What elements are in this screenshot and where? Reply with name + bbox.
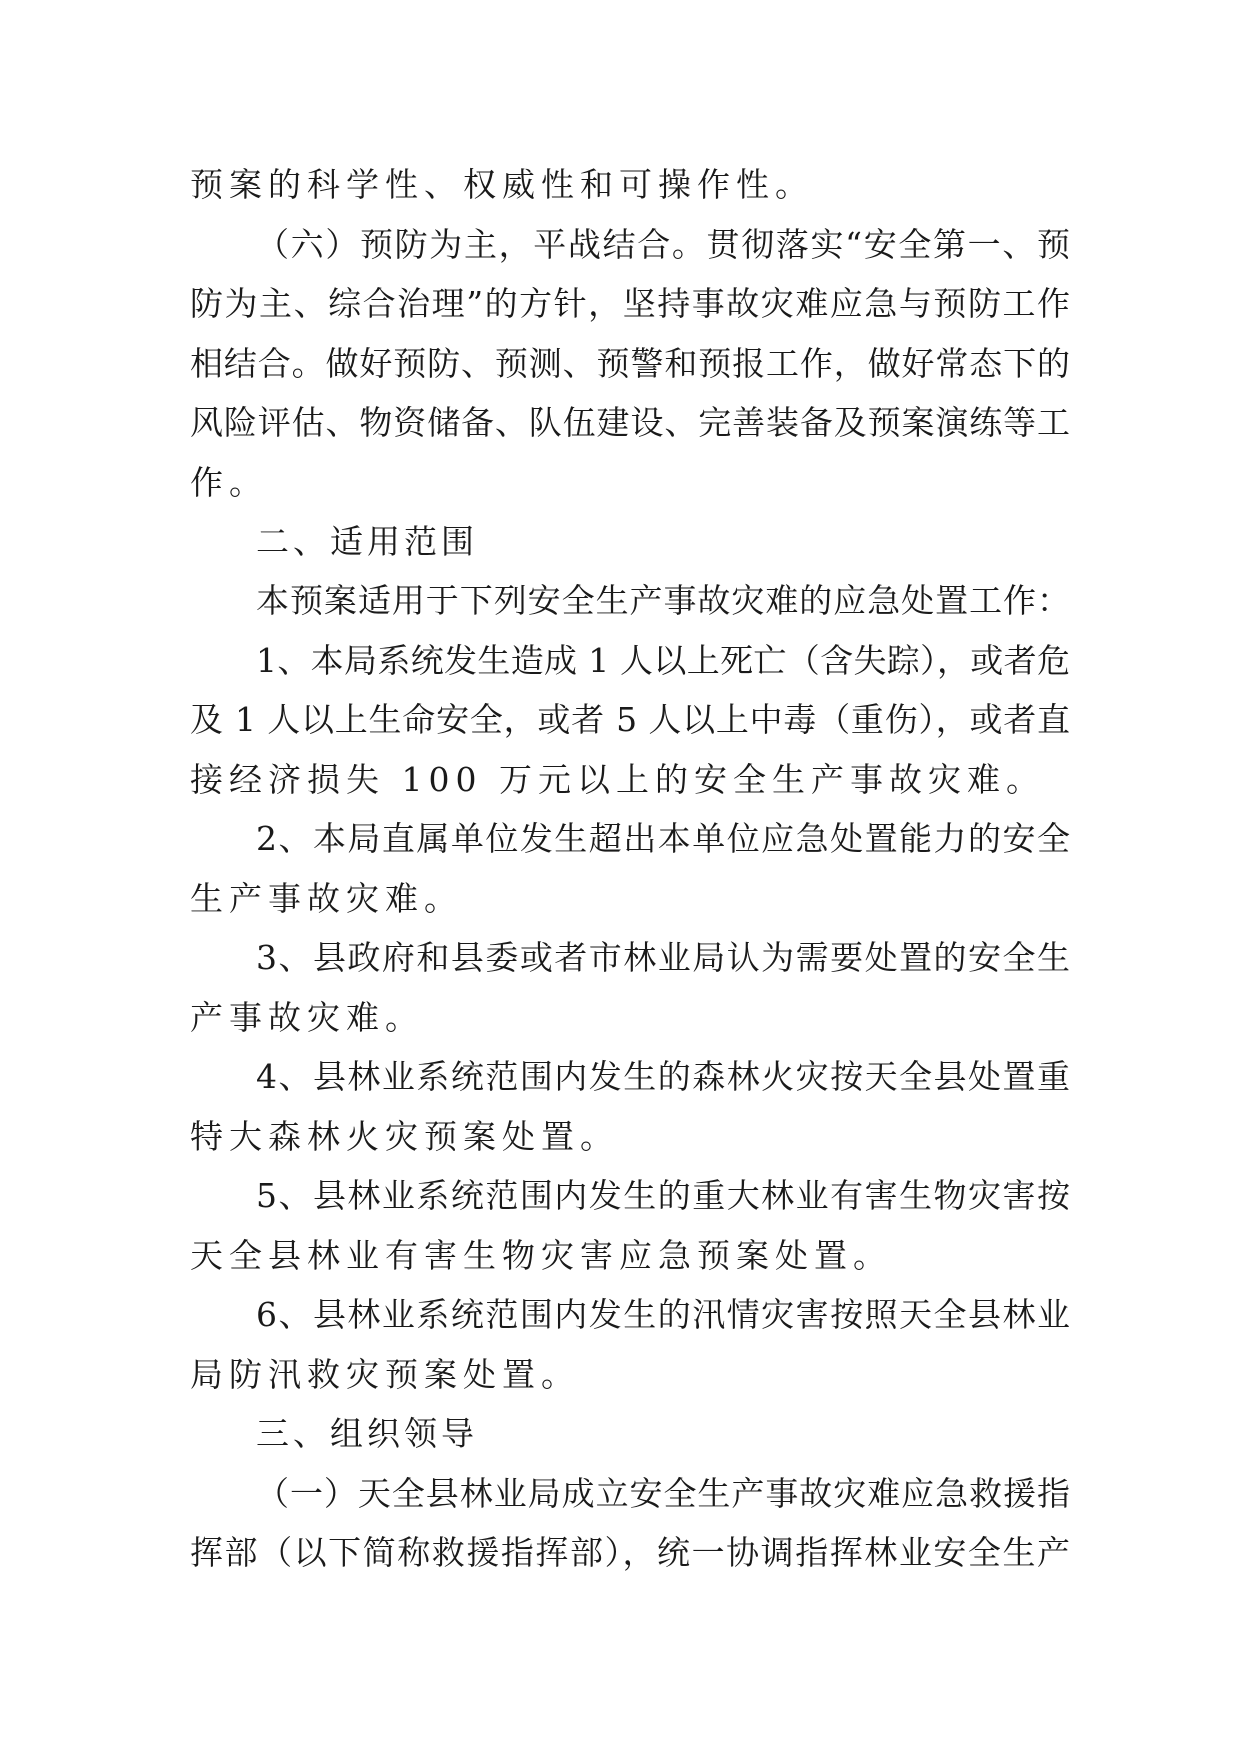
text-line: 3、县政府和县委或者市林业局认为需要处置的安全生 <box>256 938 1070 977</box>
text-line: 5、县林业系统范围内发生的重大林业有害生物灾害按 <box>256 1176 1070 1215</box>
text-line: （一）天全县林业局成立安全生产事故灾难应急救援指 <box>256 1474 1070 1513</box>
text-line: 4、县林业系统范围内发生的森林火灾按天全县处置重 <box>256 1057 1070 1096</box>
text-line: 天全县林业有害生物灾害应急预案处置。 <box>190 1236 892 1275</box>
section-heading: 二、适用范围 <box>256 522 478 561</box>
text-line: 产事故灾难。 <box>190 998 424 1037</box>
text-line: 本预案适用于下列安全生产事故灾难的应急处置工作： <box>256 581 1070 620</box>
text-line: 接经济损失 100 万元以上的安全生产事故灾难。 <box>190 760 1045 799</box>
text-line: 特大森林火灾预案处置。 <box>190 1117 619 1156</box>
text-line: 相结合。做好预防、预测、预警和预报工作，做好常态下的 <box>190 344 1070 383</box>
text-line: 生产事故灾难。 <box>190 879 463 918</box>
text-line: 风险评估、物资储备、队伍建设、完善装备及预案演练等工 <box>190 403 1070 442</box>
text-line: 作。 <box>190 463 268 502</box>
text-line: 预案的科学性、权威性和可操作性。 <box>190 165 814 204</box>
text-line: 防为主、综合治理”的方针，坚持事故灾难应急与预防工作 <box>190 284 1070 323</box>
text-line: 1、本局系统发生造成 1 人以上死亡（含失踪），或者危 <box>256 641 1070 680</box>
text-line: 局防汛救灾预案处置。 <box>190 1355 580 1394</box>
section-heading: 三、组织领导 <box>256 1414 478 1453</box>
text-line: 2、本局直属单位发生超出本单位应急处置能力的安全 <box>256 819 1070 858</box>
text-line: 挥部（以下简称救援指挥部），统一协调指挥林业安全生产 <box>190 1533 1070 1572</box>
text-line: （六）预防为主，平战结合。贯彻落实“安全第一、预 <box>256 225 1070 264</box>
text-line: 及 1 人以上生命安全，或者 5 人以上中毒（重伤），或者直 <box>190 700 1070 739</box>
text-line: 6、县林业系统范围内发生的汛情灾害按照天全县林业 <box>256 1295 1070 1334</box>
